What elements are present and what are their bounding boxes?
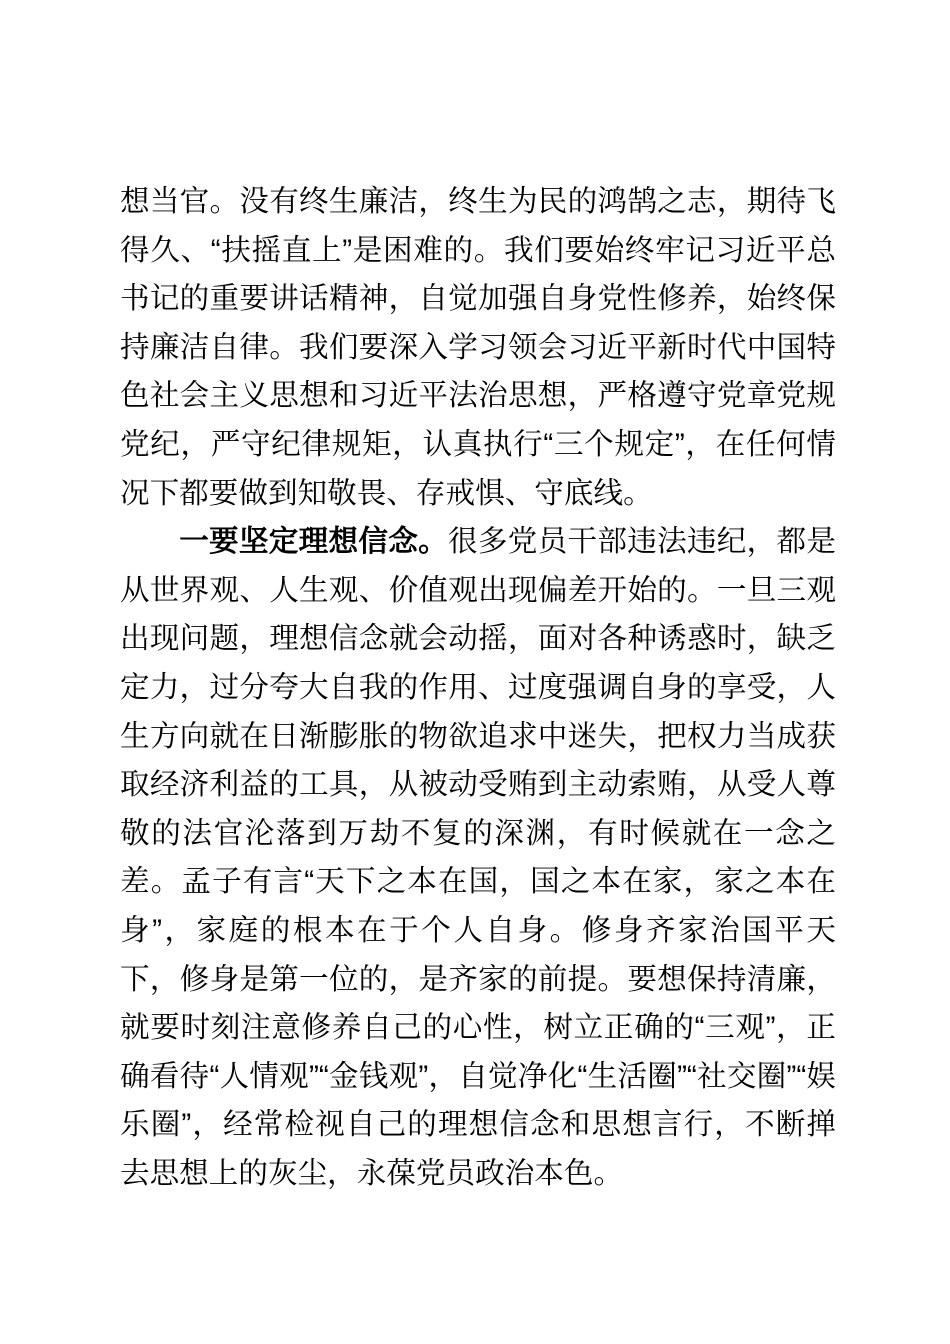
paragraph-body-text: 很多党员干部违法违纪，都是从世界观、人生观、价值观出现偏差开始的。一旦三观出现问题，理想信念就会动摇，面对各种诱惑时，缺乏定力，过分夸大自我的作用、过度强调自身的享受，人生方向就在日渐膨胀的物欲追求中迷失，把权力当成获取经济利益的工具，从被动受贿到主动索贿，从受人尊敬的法官沦落到万劫不复的深渊，有时候就在一念之差。孟子有言“天下之本在国，国之本在家，家之本在身”，家庭的根本在于个人自身。修身齐家治国平天下，修身是第一位的，是齐家的前提。要想保持清廉，就要时刻注意修养自己的心性，树立正确的“三观”，正确看待“人情观”“金钱观”，自觉净化“生活圈”“社交圈”“娱乐圈”，经常检视自己的理想信念和思想言行，不断掸去思想上的灰尘，永葆党员政治本色。 (120, 525, 837, 1190)
document-text-column (120, 178, 836, 1198)
paragraph-continuation: 想当官。没有终生廉洁，终生为民的鸿鹄之志，期待飞得久、“扶摇直上”是困难的。我们要始终牢记习近平总书记的重要讲话精神，自觉加强自身党性修养，始终保持廉洁自律。我们要深入学习领会习近平新时代中国特色社会主义思想和习近平法治思想，严格遵守党章党规党纪，严守纪律规矩，认真执行“三个规定”，在任何情况下都要做到知敬畏、存戒惧、守底线。 (120, 185, 836, 510)
paragraph-ideal-conviction (120, 518, 836, 1198)
paragraph-bold-lead: 一要坚定理想信念。 (179, 525, 448, 559)
